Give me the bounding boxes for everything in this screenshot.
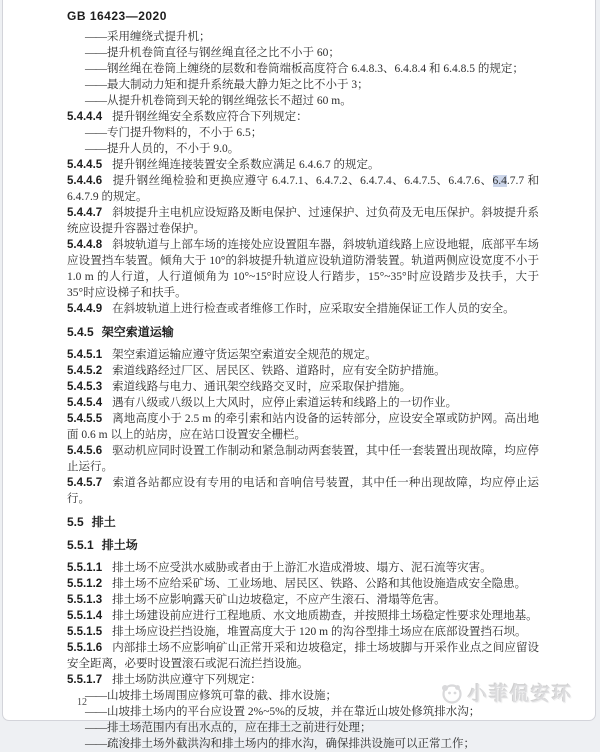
clause-paragraph: 5.4.5.7 索道各站都应设有专用的电话和音响信号装置，其中任一种出现故障，均应停止运行。: [67, 477, 539, 505]
clause-paragraph: 5.4.4.4 提升钢丝绳安全系数应符合下列规定：: [67, 111, 308, 123]
clause-number: 5.5.1.2: [67, 578, 103, 590]
dash-list-item: ——钢丝绳在卷筒上缠绕的层数和卷筒端板高度符合 6.4.8.3、6.4.8.4 和 6.4.8.5 的规定；: [85, 63, 524, 75]
clause-paragraph: 5.4.5.2 索道线路经过厂区、居民区、铁路、道路时，应有安全防护措施。: [67, 365, 446, 377]
clause-number: 5.4.5.4: [67, 397, 103, 409]
clause-number: 5.5.1.1: [67, 562, 103, 574]
clause-paragraph: 5.5.1.6 内部排土场不应影响矿山正常开采和边坡稳定，排土场坡脚与开采作业点之间应留设安全距离，必要时设置滚石或泥石流拦挡设施。: [67, 642, 539, 670]
dash-bullet: ——: [85, 47, 106, 59]
clause-number: 5.4.4.4: [67, 111, 103, 123]
clause-paragraph: 5.4.4.5 提升钢丝绳连接装置安全系数应满足 6.4.6.7 的规定。: [67, 159, 380, 171]
dash-bullet: ——: [85, 31, 106, 43]
standard-number: GB 16423—2020: [67, 9, 167, 23]
clause-number: 5.4.5.2: [67, 365, 103, 377]
highlighted-text: 6.4: [492, 175, 507, 187]
clause-number: 5.4.4.6: [67, 175, 103, 187]
dash-bullet: ——: [85, 706, 106, 718]
section-heading: 5.5 排土: [67, 515, 116, 529]
dash-list-item: ——最大制动力矩和提升系统最大静力矩之比不小于 3；: [85, 79, 369, 91]
clause-number: 5.4.4.5: [67, 159, 103, 171]
clause-paragraph: 5.5.1.4 排土场建设前应进行工程地质、水文地质勘查，并按照排土场稳定性要求处理地基。: [67, 610, 538, 622]
clause-paragraph: 5.4.5.3 索道线路与电力、通讯架空线路交叉时，应采取保护措施。: [67, 381, 412, 393]
dash-bullet: ——: [85, 738, 106, 750]
dash-list-item: ——山坡排土场内的平台应设置 2%~5%的反坡，并在靠近山坡处修筑排水沟；: [85, 706, 481, 718]
clause-paragraph: 5.4.4.6 提升钢丝绳检验和更换应遵守 6.4.7.1、6.4.7.2、6.4.7.4、6.4.7.5、6.4.7.6、6.4.7.7 和 6.4.7.9 的规定。: [67, 175, 540, 203]
clause-number: 5.4.5.6: [67, 445, 103, 457]
clause-number: 5.4.4.9: [67, 303, 103, 315]
clause-number: 5.4.5: [67, 325, 94, 339]
clause-paragraph: 5.5.1.7 排土场防洪应遵守下列规定：: [67, 674, 262, 686]
dash-bullet: ——: [85, 95, 106, 107]
dash-bullet: ——: [85, 722, 106, 734]
clause-number: 5.5.1: [67, 538, 94, 552]
clause-paragraph: 5.5.1.2 排土场不应给采矿场、工业场地、居民区、铁路、公路和其他设施造成安全隐患。: [67, 578, 527, 590]
clause-number: 5.4.4.8: [67, 239, 103, 251]
clause-paragraph: 5.4.5.4 遇有八级或八级以上大风时，应停止索道运转和线路上的一切作业。: [67, 397, 458, 409]
clause-paragraph: 5.4.4.8 斜坡轨道与上部车场的连接处应设置阻车器，斜坡轨道线路上应设地辊，底部平车场应设置挡车装置。倾角大于 10°的斜坡提升轨道应设轨道防滑装置。轨道两侧应设宽度不小于 1.0 m 的人行道，人行道倾角为 10°~15°时应设人行踏步，15°~35°时应设踏步及扶手，大于 35°时应设梯子和扶手。: [67, 239, 539, 299]
clause-paragraph: 5.5.1.3 排土场不应影响露天矿山边坡稳定，不应产生滚石、滑塌等危害。: [67, 594, 446, 606]
dash-list-item: ——采用缠绕式提升机；: [85, 31, 211, 43]
watermark-logo-icon: [439, 681, 463, 705]
clause-number: 5.4.5.3: [67, 381, 103, 393]
dash-list-item: ——提升机卷筒直径与钢丝绳直径之比不小于 60；: [85, 47, 340, 59]
dash-list-item: ——从提升机卷筒到天轮的钢丝绳弦长不超过 60 m。: [85, 95, 352, 107]
clause-number: 5.5: [67, 515, 84, 529]
watermark: [439, 679, 573, 706]
clause-number: 5.4.5.1: [67, 349, 103, 361]
clause-number: 5.4.5.7: [67, 477, 103, 489]
dash-list-item: ——疏浚排土场外截洪沟和排土场内的排水沟，确保排洪设施可以正常工作；: [85, 738, 475, 750]
clause-number: 5.5.1.4: [67, 610, 103, 622]
page-number: 12: [77, 697, 87, 708]
section-heading: 5.5.1 排土场: [67, 538, 138, 552]
dash-bullet: ——: [85, 143, 106, 155]
clause-number: 5.5.1.6: [67, 642, 103, 654]
clause-paragraph: 5.4.5.5 离地高度小于 2.5 m 的牵引索和站内设备的运转部分，应设安全罩或防护网。高出地面 0.6 m 以上的站房，应在站口设置安全栅栏。: [67, 413, 539, 441]
document-page: [2, 0, 596, 750]
clause-paragraph: 5.5.1.5 排土场应设拦挡设施，堆置高度大于 120 m 的沟谷型排土场应在底部设置挡石坝。: [67, 626, 527, 638]
dash-list-item: ——排土场范围内有出水点的，应在排土之前进行处理；: [85, 722, 372, 734]
clause-number: 5.5.1.3: [67, 594, 103, 606]
dash-bullet: ——: [85, 127, 106, 139]
clause-number: 5.5.1.5: [67, 626, 103, 638]
clause-paragraph: 5.4.4.7 斜坡提升主电机应设短路及断电保护、过速保护、过负荷及无电压保护。斜坡提升系统应设提升容器过卷保护。: [67, 207, 539, 235]
clause-paragraph: 5.4.5.6 驱动机应同时设置工作制动和紧急制动两套装置，其中任一套装置出现故障，均应停止运行。: [67, 445, 539, 473]
clause-paragraph: 5.4.4.9 在斜坡轨道上进行检查或者维修工作时，应采取安全措施保证工作人员的安全。: [67, 303, 515, 315]
clause-number: 5.4.5.5: [67, 413, 103, 425]
dash-list-item: ——提升人员的，不小于 9.0。: [85, 143, 240, 155]
dash-list-item: ——专门提升物料的，不小于 6.5；: [85, 127, 263, 139]
dash-list-item: ——山坡排土场周围应修筑可靠的截、排水设施；: [85, 690, 337, 702]
dash-bullet: ——: [85, 690, 106, 702]
clause-paragraph: 5.4.5.1 架空索道运输应遵守货运架空索道安全规范的规定。: [67, 349, 377, 361]
section-heading: 5.4.5 架空索道运输: [67, 325, 174, 339]
clause-number: 5.4.4.7: [67, 207, 103, 219]
dash-bullet: ——: [85, 63, 106, 75]
clause-number: 5.5.1.7: [67, 674, 103, 686]
clause-paragraph: 5.5.1.1 排土场不应受洪水威胁或者由于上游汇水造成滑坡、塌方、泥石流等灾害。: [67, 562, 492, 574]
document-body: [3, 29, 595, 752]
dash-bullet: ——: [85, 79, 106, 91]
watermark-text: 小菲侃安环: [467, 684, 573, 705]
